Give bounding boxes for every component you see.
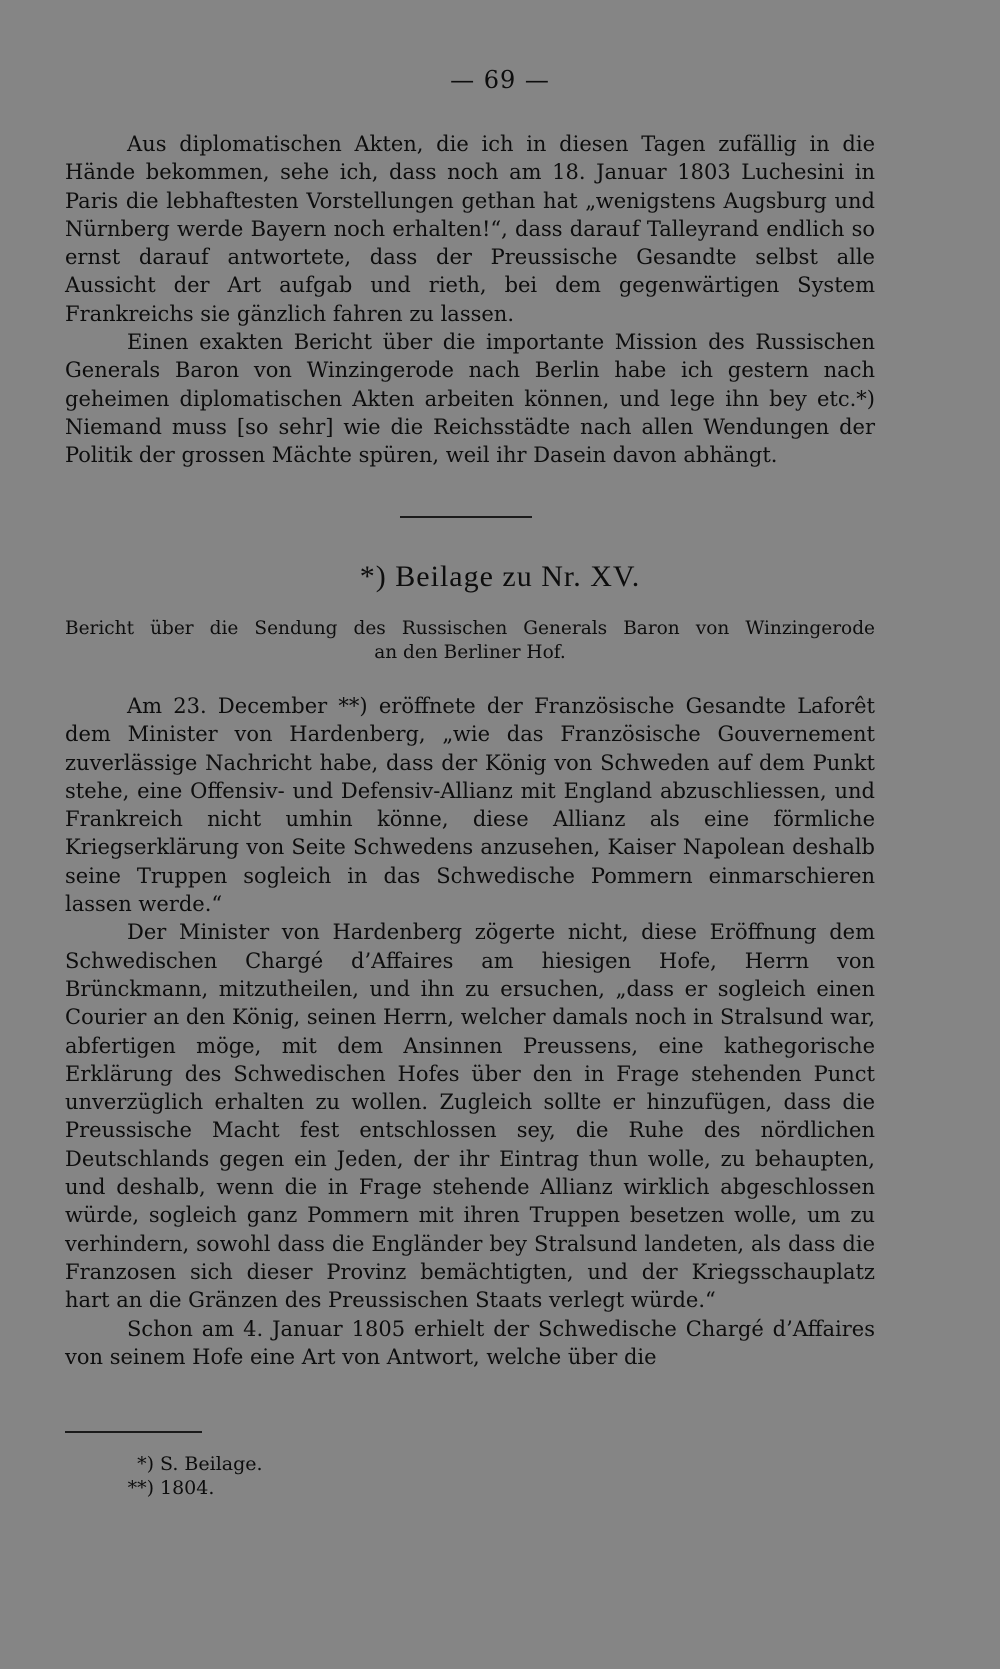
footnote-text: 1804. bbox=[160, 1477, 215, 1499]
appendix-text-section bbox=[65, 692, 875, 1371]
footnote-mark: *) bbox=[137, 1453, 154, 1475]
paragraph: Schon am 4. Januar 1805 erhielt der Schwedische Chargé d’Affaires von seinem Hofe eine Art von Antwort, welche über die bbox=[65, 1316, 875, 1369]
footnote bbox=[118, 1452, 263, 1476]
appendix-heading: *) Beilage zu Nr. XV. bbox=[359, 560, 641, 593]
appendix-subheading bbox=[65, 617, 875, 665]
paragraph: Am 23. December **) eröffnete der Französische Gesandte Laforêt dem Minister von Hardenberg, „wie das Französische Gouvernement zuverlässige Nachricht habe, dass der König von Schweden auf dem Punkt stehe, eine Offensiv- und Defensiv-Allianz mit England abzuschliessen, und Frankreich nicht umhin könne, diese Allianz als eine förmliche Kriegserklärung von Seite Schwedens anzusehen, Kaiser Napolean deshalb seine Truppen sogleich in das Schwedische Pommern einmarschieren lassen werde.“ bbox=[65, 694, 875, 917]
page-number: — 69 — bbox=[450, 66, 550, 94]
footnote-divider bbox=[65, 1431, 202, 1433]
footnote-mark: **) bbox=[127, 1477, 154, 1499]
paragraph: Der Minister von Hardenberg zögerte nicht, diese Eröffnung dem Schwedischen Chargé d’Affaires am hiesigen Hofe, Herrn von Brünckmann, mitzutheilen, und ihn zu ersuchen, „dass er sogleich einen Courier an den König, seinen Herrn, welcher damals noch in Stralsund war, abfertigen möge, mit dem Ansinnen Preussens, eine kathegorische Erklärung des Schwedischen Hofes über den in Frage stehenden Punct unverzüglich erhalten zu wollen. Zugleich sollte er hinzufügen, dass die Preussische Macht fest entschlossen sey, die Ruhe des nördlichen Deutschlands gegen ein Jeden, der ihr Eintrag thun wolle, zu behaupten, und deshalb, wenn die in Frage stehende Allianz wirklich abgeschlossen würde, sogleich ganz Pommern mit ihren Truppen besetzen wolle, um zu verhindern, sowohl dass die Engländer bey Stralsund landeten, als dass die Franzosen sich dieser Provinz bemächtigten, und der Kriegsschauplatz hart an die Gränzen des Preussischen Staats verlegt würde.“ bbox=[65, 920, 875, 1313]
section-divider bbox=[400, 516, 532, 518]
footnotes bbox=[118, 1452, 263, 1500]
footnote bbox=[118, 1476, 263, 1500]
appendix-subheading-line: Bericht über die Sendung des Russischen Generals Baron von Winzingerode bbox=[65, 618, 875, 639]
footnote-text: S. Beilage. bbox=[160, 1453, 263, 1475]
appendix-subheading-line: an den Berliner Hof. bbox=[374, 642, 566, 663]
main-text-section bbox=[65, 130, 875, 470]
paragraph: Aus diplomatischen Akten, die ich in diesen Tagen zufällig in die Hände bekommen, sehe ich, dass noch am 18. Januar 1803 Luchesini in Paris die lebhaftesten Vorstellungen gethan hat „wenigstens Augsburg und Nürnberg werde Bayern noch erhalten!“, dass darauf Talleyrand endlich so ernst darauf antwortete, dass der Preussische Gesandte selbst alle Aussicht der Art aufgab und rieth, bei dem gegenwärtigen System Frankreichs sie gänzlich fahren zu lassen. bbox=[65, 132, 875, 326]
paragraph: Einen exakten Bericht über die importante Mission des Russischen Generals Baron von Winzingerode nach Berlin habe ich gestern nach geheimen diplomatischen Akten arbeiten können, und lege ihn bey etc.*) Niemand muss [so sehr] wie die Reichsstädte nach allen Wendungen der Politik der grossen Mächte spüren, weil ihr Dasein davon abhängt. bbox=[65, 330, 875, 468]
